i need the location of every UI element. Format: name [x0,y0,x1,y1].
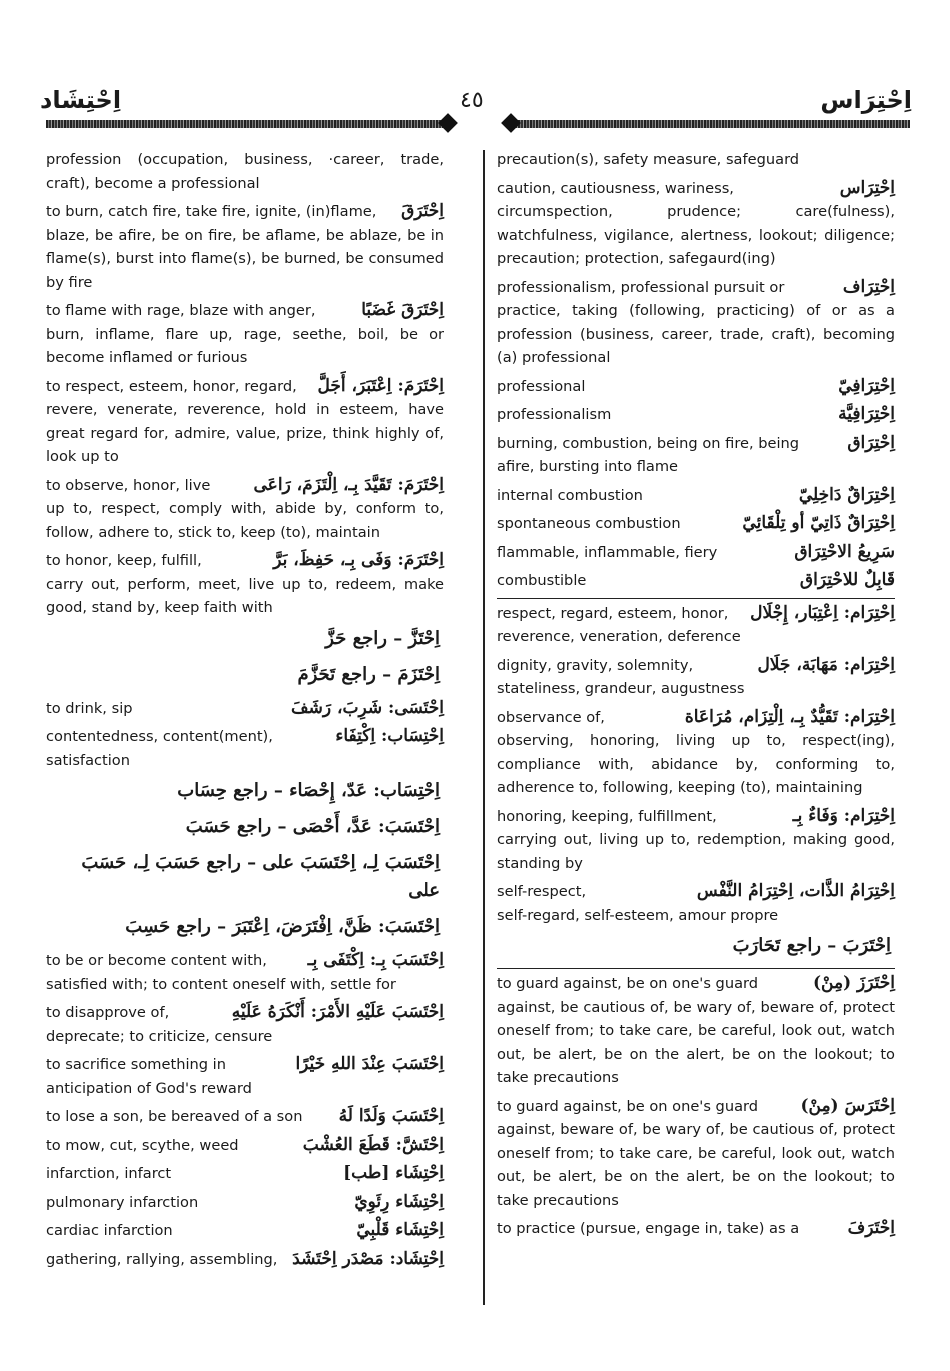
arabic-headword: اِحْتَرَقَ غَضَبًا [361,300,444,320]
dictionary-entry [497,512,895,536]
dictionary-entry [497,484,895,508]
definition-lead: to honor, keep, fulfill, [46,552,202,569]
definition-lead: pulmonary infarction [46,1193,199,1211]
definition-lead: combustible [497,572,587,589]
definition-lead: to mow, cut, scythe, weed [46,1136,239,1154]
left-column [46,148,444,1276]
dictionary-entry [497,805,895,876]
arabic-headword: اِحْتَسَبَ عِنْدَ اللهِ خَيْرًا [295,1054,444,1074]
definition-lead: flammable, inflammable, fiery [497,543,718,561]
dictionary-entry [46,1162,444,1186]
definition-text: up to, respect, comply with, abide by, conform to, follow, adhere to, stick to, keep (to), maintain [46,500,444,541]
definition-lead: to be or become content with, [46,952,267,969]
definition-lead: honoring, keeping, fulfillment, [497,807,717,825]
definition-lead: self-respect, [497,883,587,900]
definition-lead: to disapprove of, [46,1004,170,1021]
cross-reference-entry: اِحْتَسَبَ: عَدَّ، أَحْصَى – راجع حَسَبَ [185,816,440,837]
dictionary-entry [46,1001,444,1048]
arabic-headword: اِحْتَشَّ: قَطَعَ العُشْبَ [302,1134,444,1155]
dictionary-entry [46,299,444,370]
definition-lead: to guard against, be on one's guard [497,975,759,992]
definition-text: observing, honoring, living up to, respect(ing), compliance with, abidance by, conforming to, adherence to, following, keeping (to), maintaining [497,732,895,796]
dictionary-entry [497,968,895,1090]
arabic-headword: اِحْتِرَاقٌ ذَاتِيّ أو تِلْقَائِيّ [742,513,895,533]
header-left-word: اِحْتِشَاد [40,86,122,114]
dictionary-entry [497,654,895,701]
english-definition [497,375,895,399]
definition-text: practice, taking (following, practicing) of or as a profession (business, career, trade, craft), becoming (a) professional [497,302,895,366]
arabic-headword: اِحْتَسَى: شَرِبَ، رَشَفَ [291,697,444,718]
definition-lead: respect, regard, esteem, honor, [497,604,729,622]
english-definition [497,177,895,271]
arabic-headword: اِحْتِشَاء رِئَوِيّ [354,1191,444,1212]
definition-lead: cardiac infarction [46,1222,173,1239]
arabic-headword: اِحْتَرَفَ [847,1218,895,1238]
definition-text: against, be cautious of, be wary of, beware of, protect oneself from; to take care, be careful, look out, watch out, be alert, be on the alert, be on the lookout; to take precautions [497,998,895,1086]
cross-reference-entry: اِحْتَرَبَ – راجع تَحَارَبَ [732,935,891,956]
arabic-headword: اِحْتِشَاء [طب] [343,1163,444,1183]
arabic-headword: اِحْتِرَاق [847,432,895,453]
definition-lead: professionalism, professional pursuit or [497,278,785,296]
arabic-headword: اِحْتِرَام: تَقَيُّدٌ بِـ، اِلْتِزَام، مُرَاعَاة [684,706,895,727]
dictionary-entry [497,375,895,399]
dictionary-entry [46,1191,444,1215]
definition-lead: observance of, [497,708,605,726]
dictionary-entry [497,177,895,271]
definition-text: carrying out, living up to, redemption, making good, standing by [497,831,895,872]
english-definition [497,148,895,172]
definition-lead: burning, combustion, being on fire, being [497,434,800,452]
definition-lead: dignity, gravity, solemnity, [497,656,694,674]
definition-lead: professional [497,377,586,395]
definition-text: stateliness, grandeur, augustness [497,680,745,697]
dictionary-entry [46,1134,444,1158]
definition-text: deprecate; to criticize, censure [46,1027,273,1045]
arabic-headword: اِحْتَسَبَ عَلَيْهِ الأَمْرَ: أَنْكَرَهُ عَلَيْهِ [231,1002,444,1022]
arabic-headword: اِحْتِرَاس [839,177,895,198]
column-divider [483,150,485,1305]
arabic-headword: اِحْتَرَمَ: تَقَيَّدَ بِـ، اِلْتَزَمَ، رَاعَى [253,474,444,495]
english-definition [46,200,444,294]
arabic-headword: اِحْتِرَامُ الذَّات، اِحْتِرَامُ النَّفْس [696,881,895,901]
arabic-headword: اِحْتِرَام: مَهَابَة، جَلَال [757,654,895,675]
definition-text: satisfaction [46,751,130,769]
arabic-headword: اِحْتَسَبَ وَلَدًا لَهُ [338,1106,444,1126]
dictionary-entry [46,1105,444,1129]
definition-text: self-regard, self-esteem, amour propre [497,906,779,924]
dictionary-entry [497,598,895,649]
definition-lead: to guard against, be on one's guard [497,1097,759,1115]
english-definition [497,1217,895,1241]
arabic-headword: اِحْتِرَاقٌ دَاخِلِيّ [798,484,895,505]
definition-lead: to drink, sip [46,699,133,717]
dictionary-entry [497,880,895,927]
arabic-headword: قَابِلٌ للاحْتِرَاق [799,570,895,590]
arabic-headword: اِحْتِرَافِيَّة [838,404,895,424]
dictionary-entry [497,1217,895,1241]
arabic-headword: اِحْتَرَمَ: وَفَى بِـ، حَفِظَ، بَرَّ [273,550,444,570]
header-right-word: اِحْتِرَاس [820,86,912,114]
arabic-headword: اِحْتَرَزَ (مِنْ) [812,973,895,993]
arabic-headword: اِحْتَرَمَ: اِعْتَبَرَ، أَجَلَّ [317,375,444,396]
header-ornament-left [438,113,458,133]
english-definition [497,276,895,370]
cross-reference-entry: اِحْتَسَبَ لِـ، اِحْتَسَبَ على – راجع حَسَبَ لِـ، حَسَبَ على [81,852,440,901]
dictionary-entry [46,474,444,545]
definition-lead: to burn, catch fire, take fire, ignite, (in)flame, [46,203,377,220]
arabic-headword: اِحْتَرَسَ (مِنْ) [800,1095,895,1116]
arabic-headword: اِحْتِرَافِيّ [838,375,895,396]
dictionary-entry [46,200,444,294]
definition-text: anticipation of God's reward [46,1079,252,1097]
definition-lead: to flame with rage, blaze with anger, [46,302,316,319]
dictionary-entry [497,403,895,427]
dictionary-entry [46,1248,444,1272]
arabic-headword: اِحْتَسَبَ بِـ: اِكْتَفَى بِـ [307,950,444,970]
english-definition [46,148,444,195]
arabic-headword: اِحْتِسَاب: اِكْتِفَاء [335,726,444,746]
cross-reference-entry: اِحْتَزَّ – راجع حَزَّ [325,627,440,649]
definition-lead: professionalism [497,406,612,423]
cross-reference-entry: اِحْتِسَاب: عَدّ، إِحْصَاء – راجع حِسَاب [177,780,440,801]
arabic-headword: اِحْتِرَاف [842,276,895,297]
cross-reference-entry: اِحْتَزَمَ – راجع تَحَزَّمَ [297,663,440,685]
dictionary-entry [46,697,444,721]
dictionary-entry [497,569,895,593]
definition-text: precaution(s), safety measure, safeguard [497,151,800,168]
definition-lead: to respect, esteem, honor, regard, [46,377,297,395]
definition-text: revere, venerate, reverence, hold in esteem, have great regard for, admire, value, prize, think highly of, look up to [46,401,444,465]
definition-text: burn, inflame, flare up, rage, seethe, boil, be or become inflamed or furious [46,325,444,366]
dictionary-entry [497,706,895,800]
definition-text: against, beware of, be wary of, be cautious of, protect oneself from; to take care, be careful, look out, watch out, be alert, be on the alert, be on the lookout; to take precautions [497,1121,895,1209]
right-column [497,148,895,1246]
definition-lead: to lose a son, be bereaved of a son [46,1108,303,1125]
definition-lead: to sacrifice something in [46,1056,226,1073]
english-definition [497,403,895,427]
header-rule-right [512,120,910,128]
definition-lead: contentedness, content(ment), [46,728,273,745]
definition-text: carry out, perform, meet, live up to, redeem, make good, stand by, keep faith with [46,575,444,616]
cross-reference-entry: اِحْتَسَبَ: ظَنَّ، اِفْتَرَضَ، اِعْتَبَرَ – راجع حَسِبَ [125,916,440,937]
definition-lead: gathering, rallying, assembling, [46,1250,278,1268]
definition-text: profession (occupation, business, ·career, trade, craft), become a professional [46,151,444,192]
dictionary-entry [46,148,444,195]
dictionary-entry [46,1053,444,1100]
definition-lead: spontaneous combustion [497,515,681,532]
dictionary-entry [46,1219,444,1243]
arabic-headword: اِحْتِرَام: اِعْتِبَار، إِجْلَال [750,602,895,623]
english-definition [497,432,895,479]
definition-lead: to practice (pursue, engage in, take) as a [497,1220,800,1237]
definition-lead: to observe, honor, live [46,476,211,494]
arabic-headword: اِحْتِشَاء قَلْبِيّ [356,1220,444,1240]
arabic-headword: اِحْتَرَقَ [401,201,444,221]
definition-text: satisfied with; to content oneself with, settle for [46,975,396,993]
page-number: ٤٥ [460,88,484,113]
definition-lead: caution, cautiousness, wariness, [497,179,734,197]
dictionary-entry [497,1095,895,1213]
definition-text: reverence, veneration, deference [497,628,741,645]
dictionary-entry [46,949,444,996]
dictionary-entry [46,375,444,469]
definition-lead: internal combustion [497,486,643,504]
definition-text: circumspection, prudence; care(fulness), watchfulness, vigilance, alertness, lookout; diligence; precaution; protection, safegaurd(ing) [497,203,895,267]
definition-text: blaze, be afire, be on fire, be aflame, be ablaze, be in flame(s), burst into flame(s), be burned, be consumed by fire [46,226,444,291]
arabic-headword: اِحْتِشَاد: مَصْدَر اِحْتَشَدَ [292,1248,444,1269]
arabic-headword: سَرِيعُ الاحْتِرَاق [794,541,895,562]
definition-lead: infarction, infarct [46,1165,172,1182]
dictionary-entry [46,725,444,772]
header-rule-left [46,120,446,128]
dictionary-entry [46,549,444,620]
header-ornament-right [501,113,521,133]
arabic-headword: اِحْتِرَام: وَفَاءٌ بِـ [792,805,895,826]
dictionary-entry [497,432,895,479]
dictionary-entry [497,276,895,370]
dictionary-entry [497,148,895,172]
dictionary-entry [497,541,895,565]
definition-text: afire, bursting into flame [497,458,679,475]
